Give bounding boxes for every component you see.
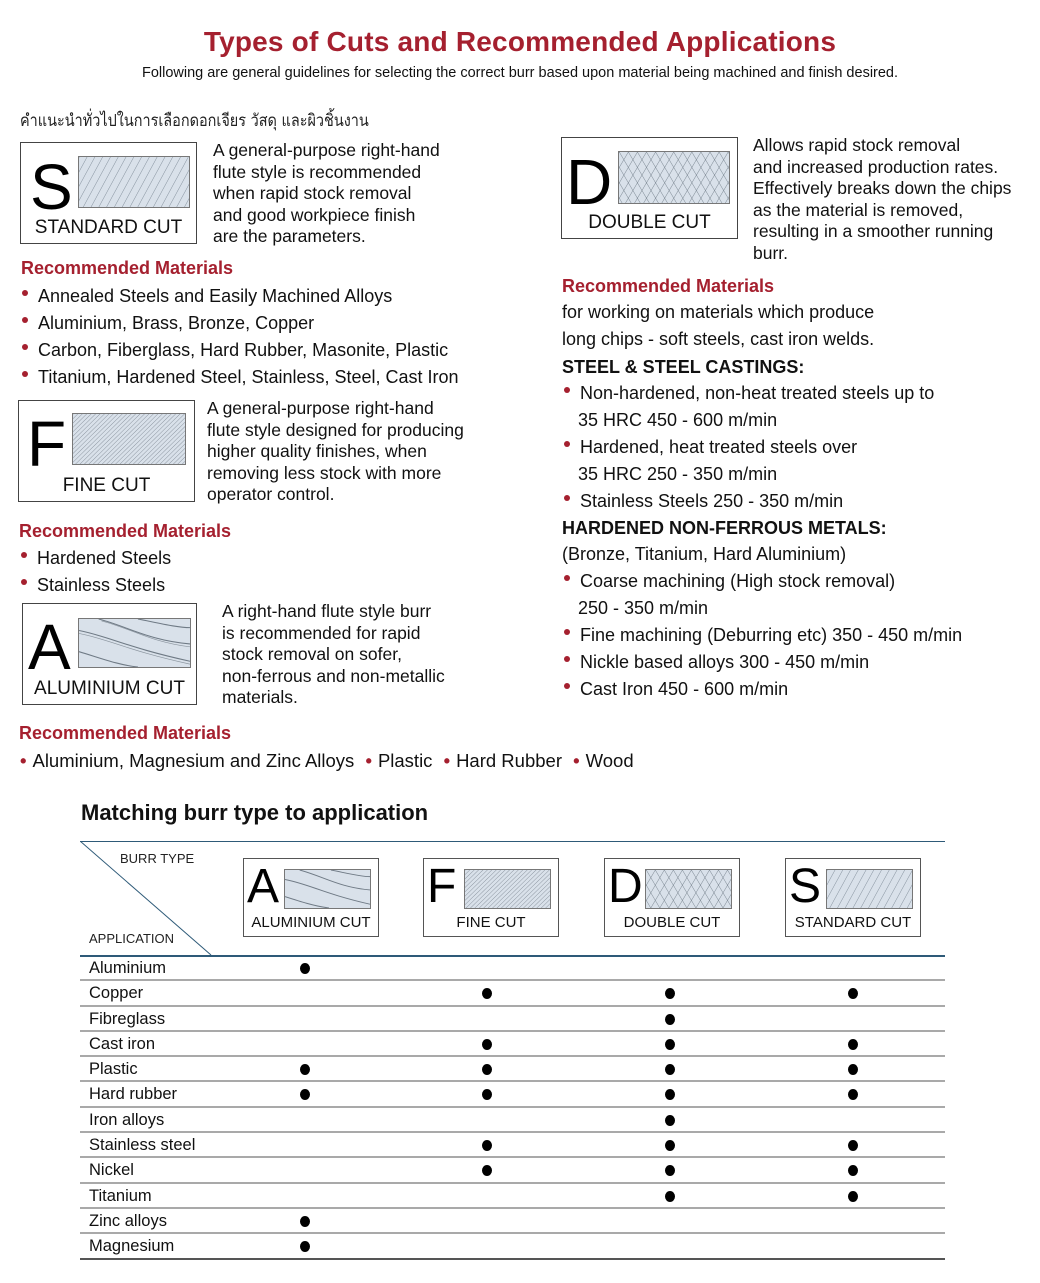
- description-line: as the material is removed,: [753, 199, 964, 220]
- standard-materials-list: [20, 283, 459, 391]
- recommended-dot-icon: [848, 1191, 858, 1202]
- recommended-dot-icon: [482, 1089, 492, 1100]
- matrix-cell: [843, 956, 863, 980]
- matrix-cell: [295, 1082, 315, 1106]
- list-item: [20, 364, 459, 391]
- aluminium-materials-heading: Recommended Materials: [19, 723, 232, 743]
- bullet-icon: [22, 371, 28, 377]
- description-line: A right-hand flute style burr: [222, 601, 432, 621]
- bullet-icon: •: [443, 750, 451, 771]
- table-row: [80, 1234, 945, 1259]
- recommended-dot-icon: [482, 988, 492, 999]
- material-text: Hardened Steels: [37, 548, 172, 568]
- double-cut-description: [753, 135, 1011, 265]
- table-row: [80, 1158, 945, 1183]
- bullet-icon: [21, 579, 27, 585]
- matrix-cell: [843, 1184, 863, 1208]
- recommended-dot-icon: [300, 1089, 310, 1100]
- column-label: STANDARD CUT: [794, 914, 912, 931]
- description-line: Effectively breaks down the chips: [753, 178, 1012, 199]
- fine-cut-letter: F: [27, 408, 67, 480]
- material-text: Hard Rubber: [456, 750, 562, 771]
- item-text: Hardened, heat treated steels over: [580, 437, 858, 457]
- material-text: Aluminium, Brass, Bronze, Copper: [38, 313, 315, 333]
- matrix-cell: [660, 1108, 680, 1132]
- matrix-column-aluminium: [243, 858, 379, 937]
- material-text: Carbon, Fiberglass, Hard Rubber, Masonite, Plastic: [38, 340, 449, 360]
- matrix-cell: [477, 1184, 497, 1208]
- matrix-cell: [477, 1057, 497, 1081]
- double-materials-heading: Recommended Materials: [562, 276, 775, 296]
- column-letter: S: [789, 860, 822, 913]
- aluminium-materials-list: [20, 750, 634, 772]
- matrix-cell: [477, 1209, 497, 1233]
- matrix-cell: [295, 1158, 315, 1182]
- matrix-cell: [660, 1057, 680, 1081]
- matrix-cell: [660, 1158, 680, 1182]
- matrix-cell: [295, 956, 315, 980]
- description-line: is recommended for rapid: [222, 622, 421, 643]
- application-label: Plastic: [89, 1060, 138, 1079]
- matrix-cell: [477, 1032, 497, 1056]
- recommended-dot-icon: [665, 988, 675, 999]
- matrix-cell: [295, 1007, 315, 1031]
- matrix-cell: [477, 1234, 497, 1258]
- recommended-dot-icon: [848, 1039, 858, 1050]
- recommended-dot-icon: [482, 1140, 492, 1151]
- recommended-dot-icon: [300, 1241, 310, 1252]
- fine-cut-pattern-icon: [464, 869, 551, 909]
- double-intro-line: long chips - soft steels, cast iron welds.: [562, 329, 875, 349]
- corner-label-application: APPLICATION: [89, 931, 175, 946]
- application-label: Aluminium: [89, 959, 167, 977]
- standard-cut-letter: S: [30, 151, 73, 223]
- item-text: Non-hardened, non-heat treated steels up to: [580, 383, 935, 403]
- matrix-cell: [295, 1234, 315, 1258]
- recommended-dot-icon: [300, 963, 310, 974]
- item-text: Coarse machining (High stock removal): [580, 571, 896, 591]
- material-text: Plastic: [377, 750, 433, 771]
- application-label: Nickel: [89, 1161, 134, 1180]
- application-label: Magnesium: [89, 1237, 175, 1256]
- table-row: [80, 981, 945, 1006]
- nonferrous-note: (Bronze, Titanium, Hard Aluminium): [562, 544, 847, 564]
- matrix-cell: [295, 1133, 315, 1157]
- list-item: [562, 488, 934, 515]
- bullet-icon: [564, 441, 570, 447]
- matrix-column-standard: [785, 858, 921, 937]
- matrix-cell: [660, 1234, 680, 1258]
- list-item: [20, 283, 459, 310]
- item-text: 35 HRC 450 - 600 m/min: [578, 410, 778, 430]
- table-row: [80, 1007, 945, 1032]
- recommended-dot-icon: [665, 1039, 675, 1050]
- list-item-continuation: [562, 461, 934, 488]
- table-row: [80, 1032, 945, 1057]
- matrix-cell: [660, 1133, 680, 1157]
- aluminium-cut-description: [222, 601, 445, 709]
- recommended-dot-icon: [482, 1165, 492, 1176]
- bullet-icon: •: [365, 750, 372, 771]
- matrix-cell: [660, 1032, 680, 1056]
- matrix-cell: [477, 1133, 497, 1157]
- recommended-dot-icon: [848, 1064, 858, 1075]
- description-line: materials.: [222, 687, 298, 708]
- matrix-cell: [477, 956, 497, 980]
- bullet-icon: [564, 575, 570, 581]
- application-label: Cast iron: [89, 1034, 156, 1053]
- matrix-cell: [843, 1234, 863, 1258]
- page-title: Types of Cuts and Recommended Applications: [203, 26, 837, 57]
- bullet-icon: [22, 344, 28, 350]
- application-label: Hard rubber: [89, 1085, 178, 1104]
- description-line: A general-purpose right-hand: [213, 140, 440, 160]
- bullet-icon: [564, 656, 570, 662]
- column-letter: D: [608, 860, 643, 913]
- double-intro-line: for working on materials which produce: [562, 302, 875, 322]
- matrix-cell: [660, 1184, 680, 1208]
- table-row: [80, 1108, 945, 1133]
- bullet-icon: •: [573, 750, 580, 771]
- list-item-continuation: [562, 595, 962, 622]
- bullet-icon: [21, 552, 27, 558]
- list-item-continuation: [562, 407, 934, 434]
- recommended-dot-icon: [665, 1089, 675, 1100]
- matrix-cell: [843, 1133, 863, 1157]
- bullet-icon: [564, 495, 570, 501]
- bullet-icon: [22, 290, 28, 296]
- double-cut-pattern-icon: [618, 151, 730, 204]
- list-item: [19, 545, 171, 572]
- fine-cut-badge: [18, 400, 195, 502]
- matrix-cell: [295, 1209, 315, 1233]
- matrix-cell: [843, 1108, 863, 1132]
- matrix-cell: [843, 1158, 863, 1182]
- description-line: non-ferrous and non-metallic: [222, 665, 445, 686]
- list-item: [562, 434, 934, 461]
- standard-cut-badge: [20, 142, 197, 244]
- aluminium-cut-badge: [22, 603, 197, 705]
- recommended-dot-icon: [300, 1064, 310, 1075]
- application-label: Titanium: [89, 1186, 152, 1205]
- matrix-cell: [295, 1057, 315, 1081]
- table-row: [80, 1133, 945, 1158]
- column-label: ALUMINIUM CUT: [251, 914, 371, 931]
- thai-subtitle: คำแนะนำทั่วไปในการเลือกดอกเจียร วัสดุ และผิวชิ้นงาน: [20, 111, 369, 131]
- fine-materials-list: [19, 545, 171, 599]
- steel-castings-heading: STEEL & STEEL CASTINGS:: [562, 357, 805, 377]
- column-label: FINE CUT: [456, 914, 526, 931]
- matrix-cell: [295, 981, 315, 1005]
- matrix-cell: [477, 1082, 497, 1106]
- matrix-cell: [660, 956, 680, 980]
- item-text: 250 - 350 m/min: [578, 598, 709, 618]
- list-item: [20, 310, 459, 337]
- list-item: [562, 622, 962, 649]
- description-line: are the parameters.: [213, 226, 366, 247]
- matrix-cell: [843, 1209, 863, 1233]
- bullet-icon: [564, 387, 570, 393]
- nonferrous-list: [562, 568, 962, 703]
- matrix-cell: [660, 1209, 680, 1233]
- double-cut-letter: D: [566, 146, 613, 218]
- description-line: operator control.: [207, 484, 335, 505]
- aluminium-cut-pattern-icon: [284, 869, 371, 909]
- description-line: flute style designed for producing: [207, 419, 464, 440]
- aluminium-cut-pattern-icon: [78, 618, 191, 668]
- corner-label-burr-type: BURR TYPE: [120, 851, 195, 866]
- application-label: Fibreglass: [89, 1009, 166, 1028]
- standard-cut-label: STANDARD CUT: [34, 217, 183, 238]
- table-row: [80, 1184, 945, 1209]
- material-text: Aluminium, Magnesium and Zinc Alloys: [32, 750, 355, 771]
- matrix-cell: [843, 1082, 863, 1106]
- list-item: [19, 572, 171, 599]
- recommended-dot-icon: [665, 1165, 675, 1176]
- standard-cut-pattern-icon: [826, 869, 913, 909]
- table-row: [80, 956, 945, 981]
- table-row: [80, 1082, 945, 1107]
- description-line: A general-purpose right-hand: [207, 398, 434, 418]
- table-row: [80, 1209, 945, 1234]
- matrix-cell: [843, 1007, 863, 1031]
- item-text: 35 HRC 250 - 350 m/min: [578, 464, 778, 484]
- recommended-dot-icon: [665, 1064, 675, 1075]
- standard-materials-heading: Recommended Materials: [21, 258, 234, 278]
- material-text: Annealed Steels and Easily Machined Alloys: [38, 286, 393, 306]
- item-text: Stainless Steels 250 - 350 m/min: [580, 491, 844, 511]
- column-label: DOUBLE CUT: [623, 914, 721, 931]
- matrix-cell: [843, 981, 863, 1005]
- description-line: stock removal on sofer,: [222, 644, 402, 665]
- fine-cut-pattern-icon: [72, 413, 186, 465]
- matrix-cell: [477, 1108, 497, 1132]
- matrix-cell: [660, 1007, 680, 1031]
- material-text: Stainless Steels: [37, 575, 166, 595]
- matrix-cell: [843, 1057, 863, 1081]
- application-label: Iron alloys: [89, 1110, 165, 1129]
- application-label: Copper: [89, 984, 144, 1003]
- double-cut-label: DOUBLE CUT: [588, 212, 711, 233]
- bullet-icon: [564, 629, 570, 635]
- matrix-cell: [295, 1032, 315, 1056]
- material-text: Titanium, Hardened Steel, Stainless, Steel, Cast Iron: [38, 367, 459, 387]
- recommended-dot-icon: [848, 1140, 858, 1151]
- matrix-cell: [477, 981, 497, 1005]
- aluminium-cut-letter: A: [28, 611, 71, 683]
- recommended-dot-icon: [482, 1039, 492, 1050]
- recommended-dot-icon: [482, 1064, 492, 1075]
- steel-castings-list: [562, 380, 934, 515]
- list-item: [562, 568, 962, 595]
- matrix-cell: [660, 981, 680, 1005]
- matrix-cell: [295, 1108, 315, 1132]
- description-line: burr.: [753, 242, 789, 263]
- nonferrous-heading: HARDENED NON-FERROUS METALS:: [562, 518, 887, 538]
- matrix-title: Matching burr type to application: [81, 800, 429, 825]
- column-letter: F: [427, 860, 457, 913]
- recommended-dot-icon: [848, 1089, 858, 1100]
- fine-cut-label: FINE CUT: [62, 475, 151, 496]
- recommended-dot-icon: [665, 1140, 675, 1151]
- recommended-dot-icon: [848, 1165, 858, 1176]
- bullet-icon: •: [20, 750, 27, 771]
- column-letter: A: [247, 860, 280, 913]
- aluminium-cut-label: ALUMINIUM CUT: [34, 678, 185, 699]
- double-cut-pattern-icon: [645, 869, 732, 909]
- description-line: and good workpiece finish: [213, 204, 416, 225]
- matrix-cell: [477, 1158, 497, 1182]
- item-text: Fine machining (Deburring etc) 350 - 450 m/min: [580, 625, 963, 645]
- matrix-cell: [843, 1032, 863, 1056]
- recommended-dot-icon: [300, 1216, 310, 1227]
- bullet-icon: [22, 317, 28, 323]
- item-text: Cast Iron 450 - 600 m/min: [580, 679, 789, 699]
- fine-materials-heading: Recommended Materials: [19, 521, 232, 541]
- fine-cut-description: [207, 398, 464, 506]
- recommended-dot-icon: [665, 1115, 675, 1126]
- list-item: [562, 380, 934, 407]
- recommended-dot-icon: [848, 988, 858, 999]
- description-line: flute style is recommended: [213, 161, 422, 182]
- item-text: Nickle based alloys 300 - 450 m/min: [580, 652, 870, 672]
- bullet-icon: [564, 683, 570, 689]
- matrix-rows: [80, 956, 945, 1260]
- material-text: Wood: [585, 750, 634, 771]
- matrix-cell: [295, 1184, 315, 1208]
- matrix-column-double: [604, 858, 740, 937]
- application-label: Zinc alloys: [89, 1211, 167, 1230]
- matrix-column-fine: [423, 858, 559, 937]
- standard-cut-description: [213, 140, 440, 248]
- description-line: resulting in a smoother running: [753, 221, 994, 242]
- list-item: [20, 337, 459, 364]
- list-item: [562, 649, 962, 676]
- matrix-cell: [660, 1082, 680, 1106]
- double-cut-badge: [561, 137, 738, 239]
- list-item: [562, 676, 962, 703]
- description-line: removing less stock with more: [207, 462, 442, 483]
- page-subtitle: Following are general guidelines for selecting the correct burr based upon material being machined and finish desired.: [141, 65, 899, 81]
- matrix-cell: [477, 1007, 497, 1031]
- application-label: Stainless steel: [89, 1136, 196, 1155]
- recommended-dot-icon: [665, 1191, 675, 1202]
- description-line: higher quality finishes, when: [207, 441, 427, 462]
- description-line: Allows rapid stock removal: [753, 135, 961, 155]
- description-line: when rapid stock removal: [213, 183, 412, 204]
- standard-cut-pattern-icon: [78, 156, 190, 208]
- recommended-dot-icon: [665, 1014, 675, 1025]
- table-row: [80, 1057, 945, 1082]
- description-line: and increased production rates.: [753, 156, 999, 177]
